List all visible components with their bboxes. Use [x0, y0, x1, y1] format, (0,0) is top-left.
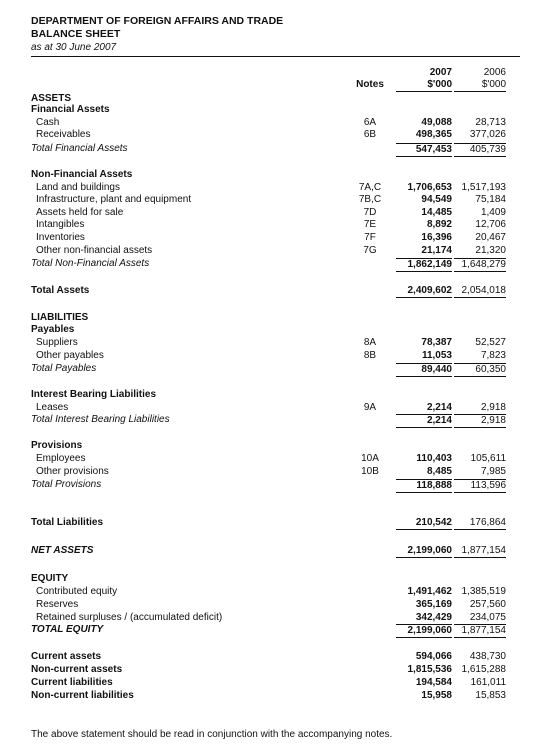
row-note-ref: 6A	[363, 117, 377, 128]
table-row	[0, 219, 550, 231]
table-row	[0, 194, 550, 206]
table-row	[0, 466, 550, 478]
value-2007: 11,053	[421, 350, 452, 361]
table-row	[0, 677, 550, 689]
value-2007: 594,066	[415, 651, 452, 662]
value-2007: 342,429	[415, 612, 452, 623]
value-2006: 1,648,279	[454, 258, 506, 272]
row-label: Infrastructure, plant and equipment	[36, 194, 192, 205]
value-2006: 257,560	[469, 599, 506, 610]
row-label: Total Assets	[31, 285, 90, 296]
table-row	[0, 324, 550, 336]
table-row	[0, 573, 550, 585]
value-2007: 194,584	[415, 677, 452, 688]
row-label: Total Payables	[31, 363, 97, 374]
table-row	[0, 402, 550, 414]
row-label: Current liabilities	[31, 677, 113, 688]
row-label: Other provisions	[36, 466, 109, 477]
table-row	[0, 586, 550, 598]
row-label: Cash	[36, 117, 60, 128]
value-2006: 7,985	[480, 466, 506, 477]
col-2006-unit: $'000	[454, 79, 506, 92]
value-2007: 49,088	[421, 117, 452, 128]
row-note-ref: 7F	[364, 232, 376, 243]
value-2006: 52,527	[475, 337, 506, 348]
value-2006: 2,918	[480, 402, 506, 413]
table-row	[0, 414, 550, 426]
row-label: Payables	[31, 324, 75, 335]
value-2006: 105,611	[470, 453, 506, 464]
row-note-ref: 7E	[363, 219, 377, 230]
value-2006: 161,011	[470, 677, 506, 688]
row-note-ref: 7A,C	[358, 182, 382, 193]
table-row	[0, 624, 550, 636]
row-label: Receivables	[36, 129, 91, 140]
statement-header	[31, 15, 520, 54]
value-2007: 15,958	[421, 690, 452, 701]
row-label: Financial Assets	[31, 104, 110, 115]
row-label: Contributed equity	[36, 586, 118, 597]
row-note-ref: 10B	[361, 466, 379, 477]
table-row	[0, 232, 550, 244]
value-2006: 2,918	[454, 414, 506, 428]
value-2007: 1,862,149	[396, 258, 452, 272]
value-2007: 2,199,060	[396, 545, 452, 558]
column-header-row	[0, 67, 550, 79]
table-row	[0, 350, 550, 362]
table-row	[0, 453, 550, 465]
table-row	[0, 129, 550, 141]
value-2006: 377,026	[469, 129, 506, 140]
row-label: Non-Financial Assets	[31, 169, 133, 180]
row-label: Total Liabilities	[31, 517, 104, 528]
value-2006: 12,706	[475, 219, 506, 230]
value-2006: 7,823	[480, 350, 506, 361]
table-row	[0, 245, 550, 257]
value-2006: 75,184	[475, 194, 506, 205]
value-2007: 2,214	[396, 414, 452, 428]
value-2006: 438,730	[469, 651, 506, 662]
table-row	[0, 479, 550, 491]
value-2006: 21,320	[475, 245, 506, 256]
row-label: Land and buildings	[36, 182, 120, 193]
footer-note: The above statement should be read in conjunction with the accompanying notes.	[31, 729, 393, 740]
value-2007: 16,396	[421, 232, 452, 243]
row-note-ref: 7B,C	[358, 194, 382, 205]
value-2006: 1,517,193	[461, 182, 506, 193]
row-note-ref: 6B	[363, 129, 377, 140]
row-label: NET ASSETS	[31, 545, 94, 556]
value-2006: 405,739	[454, 143, 506, 157]
value-2006: 15,853	[475, 690, 506, 701]
row-label: Total Financial Assets	[31, 143, 128, 154]
statement-title: BALANCE SHEET	[31, 28, 121, 40]
value-2007: 78,387	[421, 337, 452, 348]
row-label: Retained surpluses / (accumulated deficit)	[36, 612, 223, 623]
value-2007: 365,169	[415, 599, 452, 610]
col-notes: Notes	[356, 79, 384, 90]
row-label: LIABILITIES	[31, 312, 89, 323]
row-label: EQUITY	[31, 573, 69, 584]
row-label: Reserves	[36, 599, 79, 610]
table-row	[0, 104, 550, 116]
table-row	[0, 312, 550, 324]
value-2006: 1,877,154	[454, 624, 506, 638]
value-2007: 8,485	[426, 466, 452, 477]
table-row	[0, 285, 550, 297]
organization-name: DEPARTMENT OF FOREIGN AFFAIRS AND TRADE	[31, 15, 284, 27]
value-2006: 1,409	[480, 207, 506, 218]
value-2006: 1,385,519	[461, 586, 506, 597]
value-2006: 1,615,288	[461, 664, 506, 675]
value-2007: 2,214	[426, 402, 452, 413]
row-note-ref: 8B	[363, 350, 377, 361]
value-2006: 113,596	[454, 479, 506, 493]
row-label: Non-current assets	[31, 664, 123, 675]
row-label: Other payables	[36, 350, 104, 361]
table-row	[0, 363, 550, 375]
col-2007-unit: $'000	[396, 79, 452, 92]
value-2007: 498,365	[415, 129, 452, 140]
value-2006: 176,864	[454, 517, 506, 530]
table-row	[0, 337, 550, 349]
table-row	[0, 258, 550, 270]
statement-date: as at 30 June 2007	[31, 42, 117, 53]
row-label: Other non-financial assets	[36, 245, 153, 256]
row-label: Interest Bearing Liabilities	[31, 389, 157, 400]
row-label: Assets held for sale	[36, 207, 124, 218]
value-2006: 60,350	[454, 363, 506, 377]
row-label: Non-current liabilities	[31, 690, 134, 701]
value-2006: 234,075	[469, 612, 506, 623]
value-2007: 1,706,653	[407, 182, 452, 193]
table-row	[0, 440, 550, 452]
table-row	[0, 169, 550, 181]
table-row	[0, 612, 550, 624]
col-2006-year: 2006	[483, 67, 506, 78]
value-2007: 14,485	[421, 207, 452, 218]
row-label: Suppliers	[36, 337, 78, 348]
row-label: Total Non-Financial Assets	[31, 258, 150, 269]
table-row	[0, 182, 550, 194]
row-note-ref: 7D	[363, 207, 377, 218]
row-label: Total Provisions	[31, 479, 102, 490]
value-2006: 20,467	[475, 232, 506, 243]
table-row	[0, 651, 550, 663]
row-label: Leases	[36, 402, 69, 413]
row-label: ASSETS	[31, 93, 72, 104]
row-label: Inventories	[36, 232, 85, 243]
table-row	[0, 207, 550, 219]
table-row	[0, 117, 550, 129]
value-2007: 547,453	[396, 143, 452, 157]
row-label: Total Interest Bearing Liabilities	[31, 414, 170, 425]
row-label: Intangibles	[36, 219, 85, 230]
value-2007: 2,409,602	[396, 285, 452, 298]
value-2006: 1,877,154	[454, 545, 506, 558]
value-2007: 1,815,536	[407, 664, 452, 675]
value-2007: 8,892	[426, 219, 452, 230]
table-row	[0, 389, 550, 401]
table-row	[0, 599, 550, 611]
column-header-row-2	[0, 79, 550, 91]
table-row	[0, 690, 550, 702]
row-label: Employees	[36, 453, 86, 464]
table-row	[0, 545, 550, 557]
value-2007: 110,403	[416, 453, 452, 464]
value-2007: 94,549	[421, 194, 452, 205]
row-note-ref: 10A	[361, 453, 379, 464]
col-2007-year: 2007	[429, 67, 452, 78]
value-2006: 28,713	[475, 117, 506, 128]
row-label: Current assets	[31, 651, 102, 662]
value-2007: 210,542	[396, 517, 452, 530]
value-2006: 2,054,018	[454, 285, 506, 298]
row-note-ref: 8A	[363, 337, 377, 348]
row-label: TOTAL EQUITY	[31, 624, 104, 635]
header-rule	[31, 56, 520, 57]
row-note-ref: 7G	[363, 245, 377, 256]
table-row	[0, 517, 550, 529]
table-row	[0, 143, 550, 155]
row-note-ref: 9A	[363, 402, 377, 413]
value-2007: 21,174	[421, 245, 452, 256]
value-2007: 2,199,060	[396, 624, 452, 638]
value-2007: 1,491,462	[407, 586, 452, 597]
value-2007: 89,440	[396, 363, 452, 377]
table-row	[0, 664, 550, 676]
row-label: Provisions	[31, 440, 83, 451]
value-2007: 118,888	[396, 479, 452, 493]
